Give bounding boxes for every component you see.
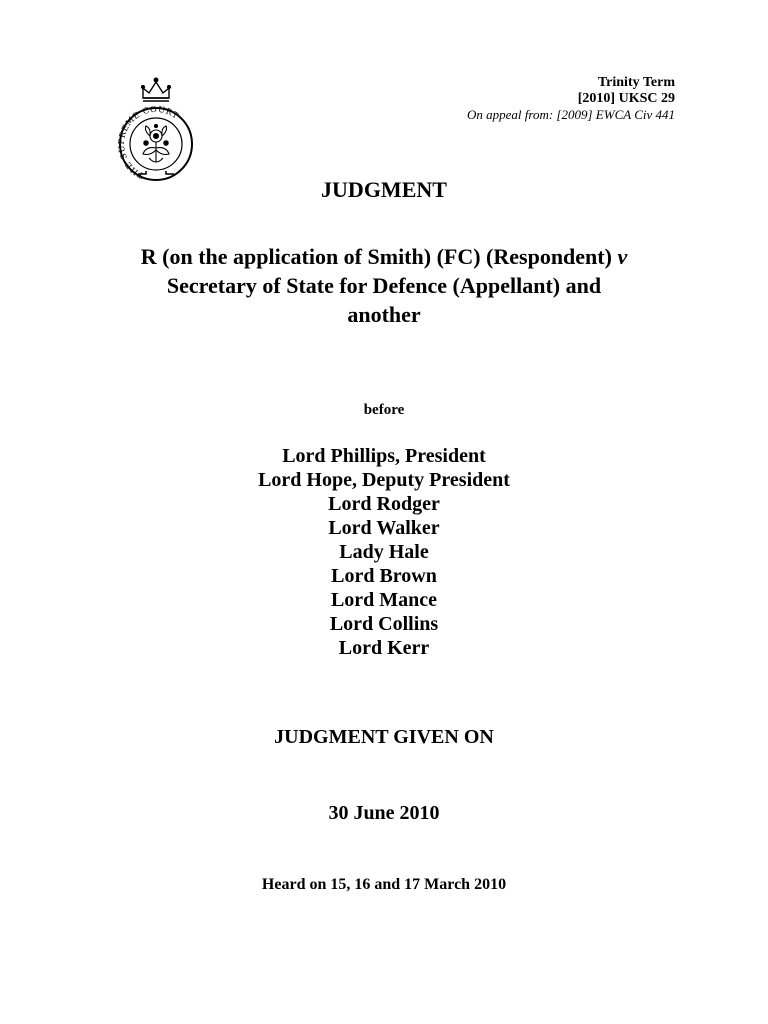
supreme-court-crest-icon	[116, 76, 196, 184]
list-item: Lord Hope, Deputy President	[258, 469, 510, 491]
versus-label: v	[617, 244, 628, 269]
citation-block	[467, 75, 675, 123]
neutral-citation: [2010] UKSC 29	[577, 91, 675, 106]
term-label: Trinity Term	[597, 75, 675, 90]
judgment-date: 30 June 2010	[328, 802, 440, 824]
appeal-from: On appeal from: [2009] EWCA Civ 441	[467, 107, 675, 122]
before-label: before	[363, 402, 405, 418]
list-item: Lord Kerr	[338, 637, 430, 659]
given-on-label: JUDGMENT GIVEN ON	[274, 726, 494, 748]
heard-on-dates: Heard on 15, 16 and 17 March 2010	[261, 876, 507, 893]
case-title-line-3: another	[347, 302, 421, 327]
list-item: Lord Brown	[331, 565, 437, 587]
list-item: Lord Rodger	[328, 493, 440, 515]
case-title	[0, 242, 768, 329]
judges-list	[0, 444, 768, 660]
case-title-line-2: Secretary of State for Defence (Appellant) and	[166, 273, 602, 298]
list-item: Lord Walker	[328, 517, 440, 539]
list-item: Lady Hale	[339, 541, 429, 563]
list-item: Lord Phillips, President	[282, 445, 486, 467]
list-item: Lord Mance	[330, 589, 438, 611]
page-title: JUDGMENT	[321, 177, 447, 202]
list-item: Lord Collins	[329, 613, 439, 635]
svg-text:THE SUPREME COURT: THE SUPREME COURT	[116, 103, 181, 181]
case-title-line-1	[0, 242, 768, 271]
case-title-parties: R (on the application of Smith) (FC) (Respondent)	[140, 244, 612, 269]
